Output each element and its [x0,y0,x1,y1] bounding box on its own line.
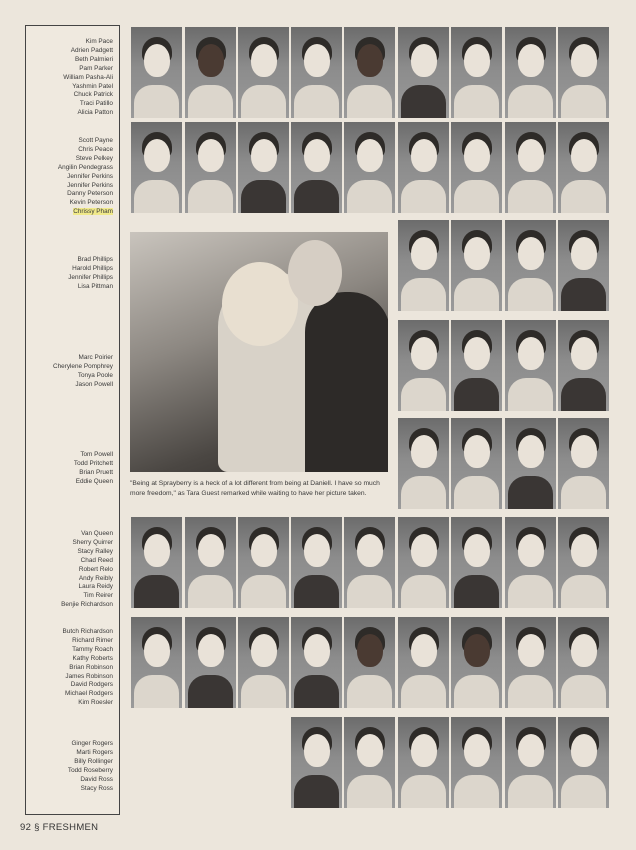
portrait-face [518,337,544,370]
student-portrait [291,617,342,708]
portrait-face [571,534,597,567]
name-group-8 [25,740,113,793]
student-name: Adrien Padgett [70,46,113,54]
student-name: Chris Peace [78,145,113,153]
portrait-face [464,634,490,667]
student-portrait [558,617,609,708]
student-portrait [505,418,556,509]
student-name: Lisa Pittman [77,282,113,290]
student-name: Todd Roseberry [67,766,113,774]
portrait-shirt [508,775,553,808]
portrait-shirt [347,180,392,213]
portrait-shirt [347,575,392,608]
portrait-shirt [561,575,606,608]
portrait-shirt [561,180,606,213]
portrait-shirt [294,775,339,808]
student-portrait [558,27,609,118]
portrait-face [518,237,544,270]
portrait-face [144,534,170,567]
portrait-shirt [561,476,606,509]
portrait-face [251,534,277,567]
name-group-2 [25,137,113,217]
student-name: Chuck Patrick [73,91,113,99]
student-portrait [344,27,395,118]
portrait-shirt [188,575,233,608]
student-name: Michael Rodgers [65,690,113,698]
student-portrait [505,320,556,411]
portrait-face [411,44,437,77]
portrait-face [251,44,277,77]
student-portrait [238,27,289,118]
student-name: Jason Powell [75,380,113,388]
student-portrait [558,122,609,213]
portrait-face [357,139,383,172]
student-portrait [398,517,449,608]
student-portrait [505,220,556,311]
portrait-shirt [134,675,179,708]
student-name: Richard Rimer [72,636,113,644]
student-portrait [451,517,502,608]
student-name: Kim Roesler [78,699,113,707]
portrait-shirt [454,278,499,311]
portrait-face [357,44,383,77]
student-name: Brad Phillips [77,256,113,263]
portrait-shirt [454,180,499,213]
student-name: Beth Palmieri [74,55,113,63]
portrait-shirt [188,675,233,708]
student-name: Stacy Ross [80,784,113,792]
student-portrait [398,418,449,509]
student-portrait [344,517,395,608]
portrait-shirt [347,675,392,708]
student-name: Todd Pritchett [73,459,113,467]
portrait-shirt [401,378,446,411]
portrait-shirt [561,775,606,808]
portrait-face [411,435,437,468]
portrait-shirt [561,675,606,708]
portrait-face [198,534,224,567]
portrait-face [411,634,437,667]
portrait-face [144,634,170,667]
highlight-mark: Chrissy Pham [73,208,113,216]
portrait-face [518,44,544,77]
student-portrait [398,27,449,118]
student-name: Kim Pace [85,38,113,45]
student-name: Chad Reed [80,556,113,564]
portrait-face [411,139,437,172]
student-portrait [451,220,502,311]
student-portrait [291,717,342,808]
portrait-face [518,534,544,567]
portrait-face [411,337,437,370]
student-name: Tom Powell [80,451,113,458]
student-name: Tonya Poole [77,371,113,379]
portrait-shirt [508,180,553,213]
student-portrait [238,122,289,213]
student-portrait [131,122,182,213]
student-portrait [398,320,449,411]
portrait-face [464,139,490,172]
portrait-shirt [241,85,286,118]
portrait-face [357,534,383,567]
student-name: Cherylene Pomphrey [52,362,113,370]
portrait-shirt [454,575,499,608]
portrait-face [464,237,490,270]
student-name: Andy Reibly [78,574,113,582]
portrait-shirt [241,575,286,608]
student-name: Pam Parker [79,64,113,72]
portrait-shirt [134,180,179,213]
student-name: Brian Pruett [79,468,113,476]
student-name: Yashmin Patel [72,82,113,90]
student-name: Butch Richardson [62,628,113,635]
portrait-shirt [561,278,606,311]
student-name: David Ross [80,775,113,783]
student-name: James Robinson [65,672,113,680]
page-footer: 92 § FRESHMEN [20,822,99,833]
student-name: Steve Pelkey [75,154,113,162]
student-name: Robert Relo [78,565,113,573]
student-portrait [558,220,609,311]
portrait-face [198,139,224,172]
portrait-shirt [508,476,553,509]
student-portrait [291,122,342,213]
student-name: Jennifer Perkins [67,172,113,180]
student-name: Marc Poirier [78,354,113,361]
portrait-face [357,734,383,767]
student-name: Benjie Richardson [61,601,113,609]
portrait-shirt [134,85,179,118]
student-portrait [505,717,556,808]
student-portrait [505,517,556,608]
student-portrait [185,617,236,708]
portrait-face [304,139,330,172]
student-name: Billy Rollinger [74,757,113,765]
portrait-face [518,634,544,667]
portrait-shirt [241,180,286,213]
student-portrait [558,320,609,411]
portrait-shirt [188,180,233,213]
portrait-face [571,734,597,767]
portrait-face [251,139,277,172]
student-portrait [505,617,556,708]
student-name: Alicia Patton [77,109,113,117]
portrait-face [198,44,224,77]
name-group-5 [25,451,113,487]
student-portrait [185,517,236,608]
portrait-face [411,734,437,767]
portrait-face [144,44,170,77]
student-name: Harold Phillips [72,264,113,272]
portrait-face [251,634,277,667]
student-name: Tammy Roach [72,645,113,653]
portrait-face [518,139,544,172]
student-portrait [398,122,449,213]
portrait-shirt [454,378,499,411]
student-portrait [505,122,556,213]
student-portrait [131,27,182,118]
portrait-shirt [347,775,392,808]
student-portrait [558,418,609,509]
photo-student-head [222,262,298,346]
student-name: Van Queen [81,530,113,537]
student-name: Stacy Ralley [77,547,113,555]
student-portrait [185,27,236,118]
student-name: Kevin Peterson [69,199,113,207]
portrait-face [411,534,437,567]
student-portrait [451,717,502,808]
student-portrait [558,717,609,808]
portrait-shirt [508,85,553,118]
portrait-shirt [188,85,233,118]
portrait-shirt [561,378,606,411]
portrait-face [464,734,490,767]
portrait-face [571,337,597,370]
portrait-face [464,534,490,567]
student-name-highlighted [25,208,113,217]
portrait-shirt [401,180,446,213]
name-group-4 [25,354,113,390]
portrait-shirt [454,775,499,808]
student-portrait [451,27,502,118]
portrait-face [571,44,597,77]
photo-caption: "Being at Sprayberry is a heck of a lot different from being at Daniell. I have so much more freedom," as Tara Guest remarked while waiting to have her picture taken. [130,480,380,497]
portrait-face [304,534,330,567]
portrait-shirt [401,675,446,708]
student-portrait [451,320,502,411]
student-portrait [238,517,289,608]
student-portrait [398,617,449,708]
portrait-face [357,634,383,667]
student-name: David Rodgers [70,681,113,689]
portrait-face [464,337,490,370]
portrait-face [571,435,597,468]
student-portrait [451,418,502,509]
portrait-shirt [401,476,446,509]
portrait-shirt [241,675,286,708]
portrait-shirt [294,85,339,118]
student-portrait [291,27,342,118]
name-group-6 [25,530,113,610]
candid-photo [130,232,388,472]
photo-background-student-head [288,240,342,306]
portrait-shirt [134,575,179,608]
name-group-1 [25,38,113,118]
portrait-face [304,44,330,77]
portrait-shirt [454,476,499,509]
portrait-shirt [454,675,499,708]
portrait-shirt [401,575,446,608]
student-name: Jennifer Phillips [68,273,113,281]
student-name: Ginger Rogers [71,740,113,747]
student-portrait [558,517,609,608]
portrait-face [518,435,544,468]
student-name: Tim Reirer [83,592,113,600]
name-group-3 [25,256,113,292]
portrait-shirt [454,85,499,118]
student-portrait [131,517,182,608]
portrait-shirt [508,575,553,608]
portrait-shirt [508,675,553,708]
student-name: Danny Peterson [67,190,113,198]
student-name: Kathy Roberts [72,654,113,662]
student-portrait [291,517,342,608]
portrait-shirt [561,85,606,118]
portrait-shirt [401,85,446,118]
portrait-shirt [401,278,446,311]
portrait-shirt [508,378,553,411]
student-name: Brian Robinson [69,663,113,671]
student-portrait [505,27,556,118]
student-name: Laura Reidy [78,583,113,591]
student-portrait [185,122,236,213]
portrait-face [198,634,224,667]
portrait-shirt [294,575,339,608]
portrait-face [411,237,437,270]
portrait-face [464,44,490,77]
student-name: Sherry Quirrer [72,538,113,546]
portrait-face [518,734,544,767]
portrait-face [144,139,170,172]
student-portrait [398,220,449,311]
portrait-shirt [508,278,553,311]
student-portrait [238,617,289,708]
student-name: Jennifer Perkins [67,181,113,189]
photo-background-student-body [305,292,388,472]
portrait-shirt [294,675,339,708]
portrait-face [571,634,597,667]
student-name: Angilin Pendegrass [57,163,113,171]
student-portrait [451,617,502,708]
portrait-shirt [294,180,339,213]
student-portrait [131,617,182,708]
student-name: Traci Patillo [79,100,113,108]
portrait-face [571,139,597,172]
portrait-face [304,634,330,667]
student-portrait [451,122,502,213]
student-portrait [344,717,395,808]
portrait-face [464,435,490,468]
portrait-shirt [347,85,392,118]
student-portrait [398,717,449,808]
portrait-face [304,734,330,767]
portrait-face [571,237,597,270]
student-name: Eddie Queen [75,477,113,485]
name-group-7 [25,628,113,708]
student-portrait [344,617,395,708]
portrait-shirt [401,775,446,808]
student-portrait [344,122,395,213]
student-name: William Pasha-Ali [63,73,113,81]
student-name: Scott Payne [78,137,113,144]
student-name: Marti Rogers [76,748,113,756]
